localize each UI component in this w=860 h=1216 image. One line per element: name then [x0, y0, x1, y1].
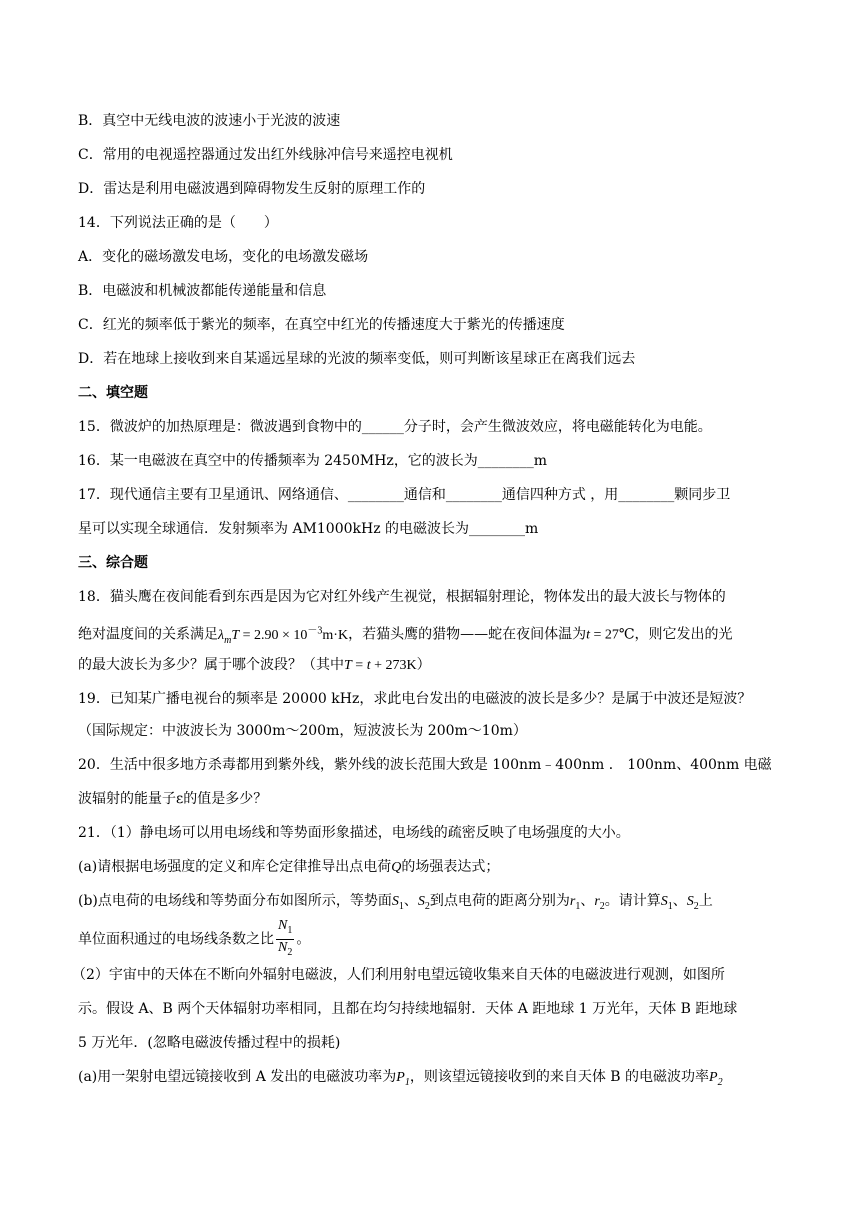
q14-option-b: B．电磁波和机械波都能传递能量和信息: [78, 283, 327, 299]
q14-option-d: D．若在地球上接收到来自某遥远星球的光波的频率变低，则可判断该星球正在离我们远去: [78, 351, 636, 367]
question-20-line-2: 波辐射的能量子ε的值是多少？: [78, 791, 268, 807]
q21-1a-text: (a)请根据电场强度的定义和库仑定律推导出点电荷: [78, 859, 392, 875]
q21-2a-text-a: (a)用一架射电望远镜接收到 A 发出的电磁波功率为: [78, 1069, 397, 1085]
q18-text-b: ，若猫头鹰的猎物——蛇在夜间体温为: [348, 626, 587, 643]
distances-r1-r2: $r_1$、$r_2$: [569, 894, 605, 912]
question-17-line-1: 17．现代通信主要有卫星通讯、网络通信、________通信和________通信四种方式 ，用________颗同步卫: [78, 487, 731, 503]
surfaces-s1-s2-again: $S_1$、$S_2$: [660, 894, 699, 912]
question-21-1a: [78, 857, 499, 878]
q13-option-c: C．常用的电视遥控器通过发出红外线脉冲信号来遥控电视机: [78, 147, 453, 163]
question-17-line-2: 星可以实现全球通信．发射频率为 AM1000kHz 的电磁波长为________m: [78, 521, 539, 537]
temperature-value: t = 27℃: [586, 627, 635, 643]
question-19-line-2: （国际规定：中波波长为 3000m～200m，短波波长为 200m～10m）: [78, 723, 527, 739]
section-comprehensive-heading: 三、综合题: [78, 555, 148, 571]
question-18-line-3: [78, 655, 431, 676]
q21-1a-text-end: 的场强表达式；: [401, 859, 500, 875]
question-21-part-2-line-1: （2）宇宙中的天体在不断向外辐射电磁波，人们利用射电望远镜收集来自天体的电磁波进行观测，如图所: [72, 967, 725, 983]
q13-option-b: B．真空中无线电波的波速小于光波的波速: [78, 113, 341, 129]
q21-1b-text-b: 到点电荷的距离分别为: [429, 893, 570, 909]
q18-text-e: ）: [416, 657, 431, 673]
question-21-part-2-line-3: 5 万光年．(忽略电磁波传播过程中的损耗): [78, 1035, 341, 1051]
q13-option-d: D．雷达是利用电磁波遇到障碍物发生反射的原理工作的: [78, 181, 426, 197]
q14-option-c: C．红光的频率低于紫光的频率，在真空中红光的传播速度大于紫光的传播速度: [78, 317, 565, 333]
q21-1b-text-e: 单位面积通过的电场线条数之比: [78, 931, 274, 948]
kelvin-conversion: T = t + 273K: [344, 658, 417, 673]
question-19-line-1: 19．已知某广播电视台的频率是 20000 kHz，求此电台发出的电磁波的波长是多少？是属于中波还是短波？: [78, 691, 752, 707]
section-fill-in-heading: 二、填空题: [78, 385, 148, 401]
question-20-line-1: 20．生活中很多地方杀毒都用到紫外线，紫外线的波长范围大致是 100nm﹣400nm ． 100nm、400nm 电磁: [78, 757, 772, 773]
q21-1b-text-c: 。请计算: [604, 893, 661, 909]
question-21-1b-line-1: [78, 891, 713, 917]
surfaces-s1-s2: $S_1$、$S_2$: [391, 894, 430, 912]
question-18-line-2: [78, 621, 733, 650]
q21-1b-text-a: (b)点电荷的电场线和等势面分布如图所示，等势面: [78, 893, 392, 909]
q21-1b-text-d: 上: [698, 893, 713, 909]
question-21-1b-line-2: [78, 918, 310, 961]
question-21-part-1: 21．（1）静电场可以用电场线和等势面形象描述，电场线的疏密反映了电场强度的大小。: [78, 825, 630, 841]
q18-text-c: ，则它发出的光: [634, 626, 733, 643]
q14-option-a: A．变化的磁场激发电场，变化的电场激发磁场: [78, 249, 369, 265]
question-21-part-2-line-2: 示。假设 A、B 两个天体辐射功率相同，且都在均匀持续地辐射．天体 A 距地球 1 万光年，天体 B 距地球: [78, 1001, 738, 1017]
charge-q-symbol: Q: [391, 860, 402, 875]
question-21-2a: [78, 1067, 723, 1093]
power-p1-symbol: $P_1$: [396, 1070, 410, 1088]
q21-2a-text-b: ，则该望远镜接收到的来自天体 B 的电磁波功率: [409, 1069, 710, 1085]
ratio-n1-n2-fraction: $\frac{N_1}{N_2}$: [278, 918, 293, 958]
q18-text-a: 绝对温度间的关系满足: [78, 626, 218, 643]
power-p2-symbol: $P_2$: [709, 1070, 723, 1088]
q21-1b-text-f: 。: [296, 931, 311, 948]
question-14: 14．下列说法正确的是（ ）: [78, 215, 278, 231]
question-16: 16．某一电磁波在真空中的传播频率为 2450MHz，它的波长为________m: [78, 453, 548, 469]
question-15: 15．微波炉的加热原理是：微波遇到食物中的______分子时，会产生微波效应，将电磁能转化为电能。: [78, 419, 712, 435]
wien-law-formula: $\lambda_mT = 2.90 \times 10^{-3}m\cdot K$: [218, 625, 349, 646]
q18-text-d: 的最大波长为多少？属于哪个波段？（其中: [78, 657, 344, 673]
question-18-line-1: 18．猫头鹰在夜间能看到东西是因为它对红外线产生视觉，根据辐射理论，物体发出的最大波长与物体的: [78, 589, 726, 605]
